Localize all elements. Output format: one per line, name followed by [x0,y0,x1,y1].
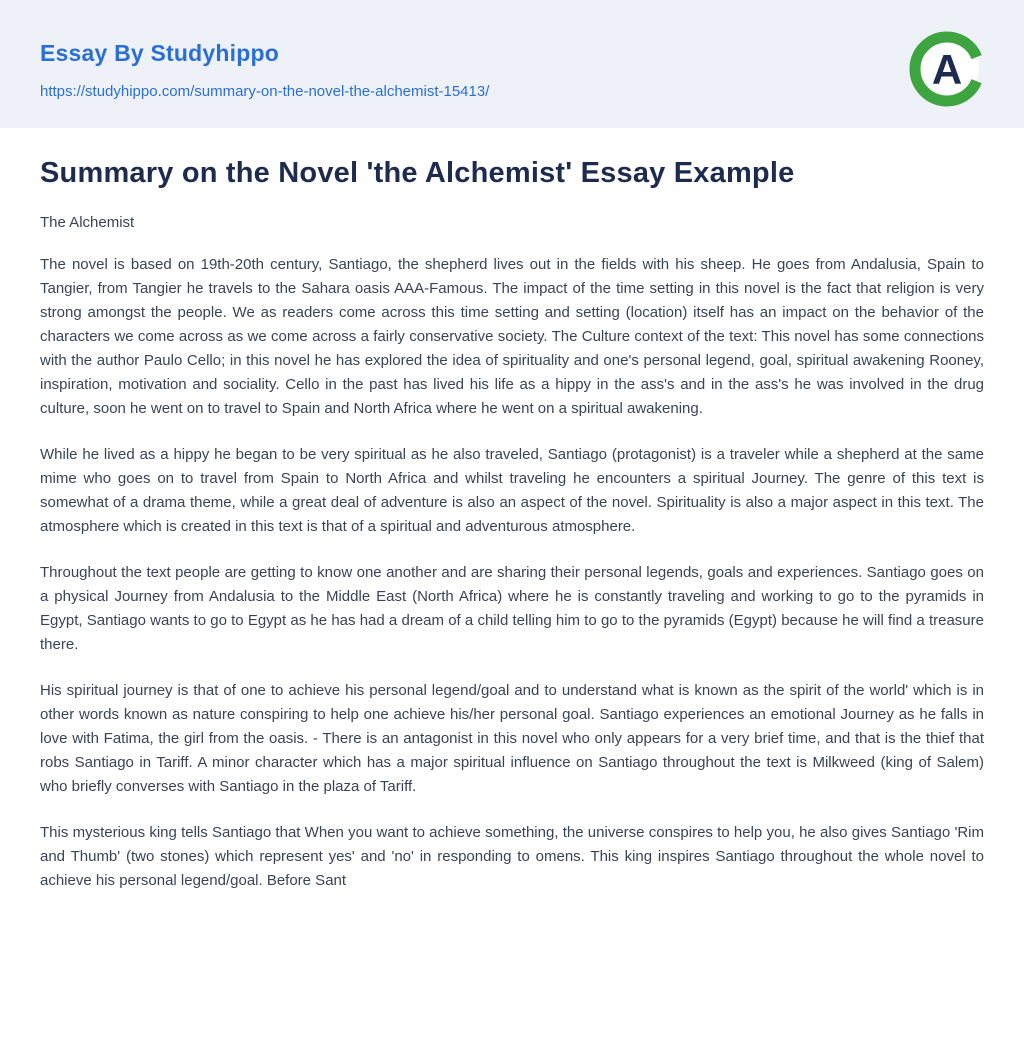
site-header [0,0,1024,128]
essay-paragraph: Throughout the text people are getting to know one another and are sharing their personal legends, goals and experiences. Santiago goes on a physical Journey from Andalusia to the Middle East (North Africa) where he is constantly traveling and working to go to the pyramids in Egypt, Santiago wants to go to Egypt as he has had a dream of a child telling him to go to the pyramids (Egypt) because he will find a treasure there. [40,564,984,653]
essay-paragraph: The novel is based on 19th-20th century, Santiago, the shepherd lives out in the fields with his sheep. He goes from Andalusia, Spain to Tangier, from Tangier he travels to the Sahara oasis AAA-Famous. The impact of the time setting in this novel is the fact that religion is very strong amongst the people. We as readers come across this time setting and setting (location) itself has an impact on the behavior of the characters we come across as we come across a fairly conservative society. The Culture context of the text: This novel has some connections with the author Paulo Cello; in this novel he has explored the idea of spirituality and one's personal legend, goal, spiritual awakening Rooney, inspiration, motivation and sociality. Cello in the past has lived his life as a hippy in the ass's and in the ass's he was involved in the drug culture, soon he went on to travel to Spain and North Africa where he went on a spiritual awakening. [40,256,984,417]
logo-letter: A [931,46,963,93]
essay-paragraph: While he lived as a hippy he began to be very spiritual as he also traveled, Santiago (protagonist) is a traveler while a shepherd at the same mime who goes on to travel from Spain to North Africa and whilst traveling he encounters a spiritual Journey. The genre of this text is somewhat of a drama theme, while a great deal of adventure is also an aspect of the novel. Spirituality is also a major aspect in this text. The atmosphere which is created in this text is that of a spiritual and adventurous atmosphere. [40,446,984,535]
site-title: Essay By Studyhippo [40,40,279,66]
essay-subtitle: The Alchemist [40,214,135,231]
article [0,128,1024,933]
page-url-link[interactable]: https://studyhippo.com/summary-on-the-novel-the-alchemist-15413/ [40,83,490,100]
article-title: Summary on the Novel 'the Alchemist' Essay Example [40,157,795,189]
essay-paragraph: His spiritual journey is that of one to achieve his personal legend/goal and to understand what is known as the spirit of the world' which is in other words known as nature conspiring to help one achieve his/her personal goal. Santiago experiences an emotional Journey as he falls in love with Fatima, the girl from the oasis. - There is an antagonist in this novel who only appears for a very brief time, and that is the thief that robs Santiago in Tariff. A minor character which has a major spiritual influence on Santiago throughout the text is Milkweed (king of Salem) who briefly converses with Santiago in the plaza of Tariff. [40,682,984,795]
logo-ring-icon [908,30,986,108]
header-text-block [40,30,489,101]
studyhippo-logo-icon [908,30,986,108]
essay-paragraph: This mysterious king tells Santiago that When you want to achieve something, the universe conspires to help you, he also gives Santiago 'Rim and Thumb' (two stones) which represent yes' and 'no' in responding to omens. This king inspires Santiago throughout the whole novel to achieve his personal legend/goal. Before Sant [40,824,984,889]
